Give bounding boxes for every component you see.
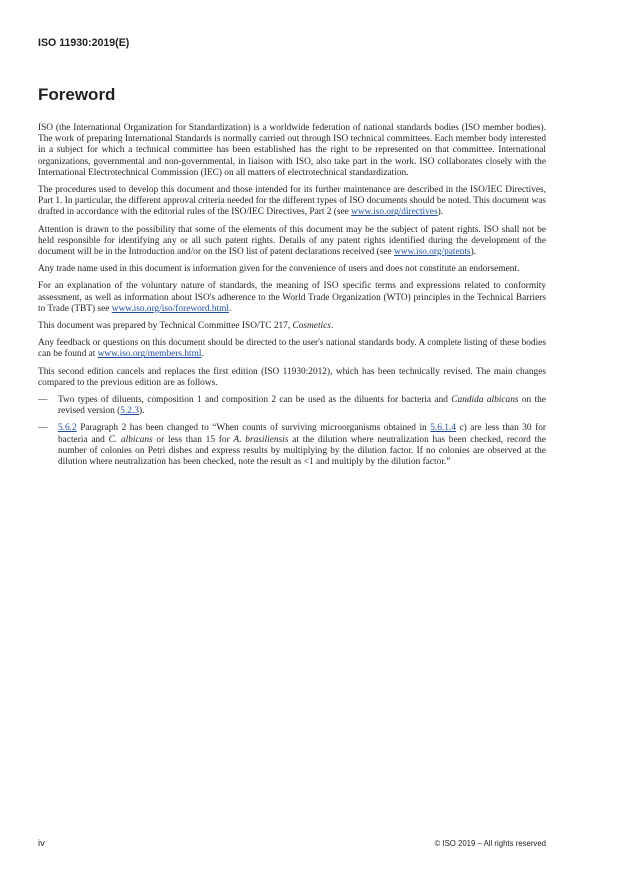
copyright-notice: © ISO 2019 – All rights reserved [434,839,546,848]
foreword-body [38,123,546,474]
change-diluents: Two types of diluents, composition 1 and composition 2 can be used as the diluents for bacteria and Candida albicans on the revised version (5.2.3). [58,395,546,417]
link-directives[interactable]: www.iso.org/directives [351,207,438,218]
change-paragraph-5-6-2: 5.6.2 Paragraph 2 has been changed to “When counts of surviving microorganisms obtained in 5.6.1.4 c) are less than 30 for bacteria and C. albicans or less than 15 for A. brasiliensis at the dilution where neutralization has been checked, record the number of colonies on Petri dishes and express results by multiplying by the dilution factor. If no colonies are observed at the dilution where neutralization has been checked, note the result as <1 and multiply by the dilution factor.” [58,423,547,468]
paragraph-second-edition: This second edition cancels and replaces the first edition (ISO 11930:2012), which has been technically revised. The main changes compared to the previous edition are as follows. [38,366,546,388]
dash-marker: — [38,395,48,406]
paragraph-voluntary: For an explanation of the voluntary nature of standards, the meaning of ISO specific terms and expressions related to conformity assessment, as well as information about ISO's adherence to the World Trade Organization (WTO) principles in the Technical Barriers to Trade (TBT) see www.iso.org/iso/foreword.html. [38,281,546,314]
link-clause-5-6-1-4[interactable]: 5.6.1.4 [430,423,456,434]
page-title: Foreword [38,85,116,104]
link-foreword[interactable]: www.iso.org/iso/foreword.html [111,303,230,314]
paragraph-trade-name: Any trade name used in this document is information given for the convenience of users and does not constitute an endorsement. [38,264,520,275]
paragraph-patents: Attention is drawn to the possibility that some of the elements of this document may be the subject of patent rights. ISO shall not be held responsible for identifying any or all such patent rights. Details of any patent rights identified during the development of the document will be in the Introduction and/or on the ISO list of patent declarations received (see www.iso.org/patents). [38,224,546,258]
link-clause-5-6-2[interactable]: 5.6.2 [58,423,77,434]
list-item [38,423,546,468]
dash-marker: — [38,423,48,434]
link-clause-5-2-3[interactable]: 5.2.3 [120,406,139,417]
page-number: iv [38,838,45,849]
paragraph-procedures: The procedures used to develop this document and those intended for its further maintenance are described in the ISO/IEC Directives, Part 1. In particular, the different approval criteria needed for the different types of ISO documents should be noted. This document was drafted in accordance with the editorial rules of the ISO/IEC Directives, Part 2 (see www.iso.org/directives). [38,185,546,218]
document-id: ISO 11930:2019(E) [38,37,130,49]
link-members[interactable]: www.iso.org/members.html [97,349,202,360]
paragraph-feedback: Any feedback or questions on this document should be directed to the user's national standards body. A complete listing of these bodies can be found at www.iso.org/members.html. [38,338,546,360]
list-item [38,395,546,417]
paragraph-iso-intro: ISO (the International Organization for Standardization) is a worldwide federation of national standards bodies (ISO member bodies). The work of preparing International Standards is normally carried out through ISO technical committees. Each member body interested in a subject for which a technical committee has been established has the right to be represented on that committee. International organizations, governmental and non-governmental, in liaison with ISO, also take part in the work. ISO collaborates closely with the International Electrotechnical Commission (IEC) on all matters of electrotechnical standardization. [38,123,546,178]
link-patents[interactable]: www.iso.org/patents [394,247,471,258]
paragraph-committee: This document was prepared by Technical Committee ISO/TC 217, Cosmetics. [38,321,334,332]
